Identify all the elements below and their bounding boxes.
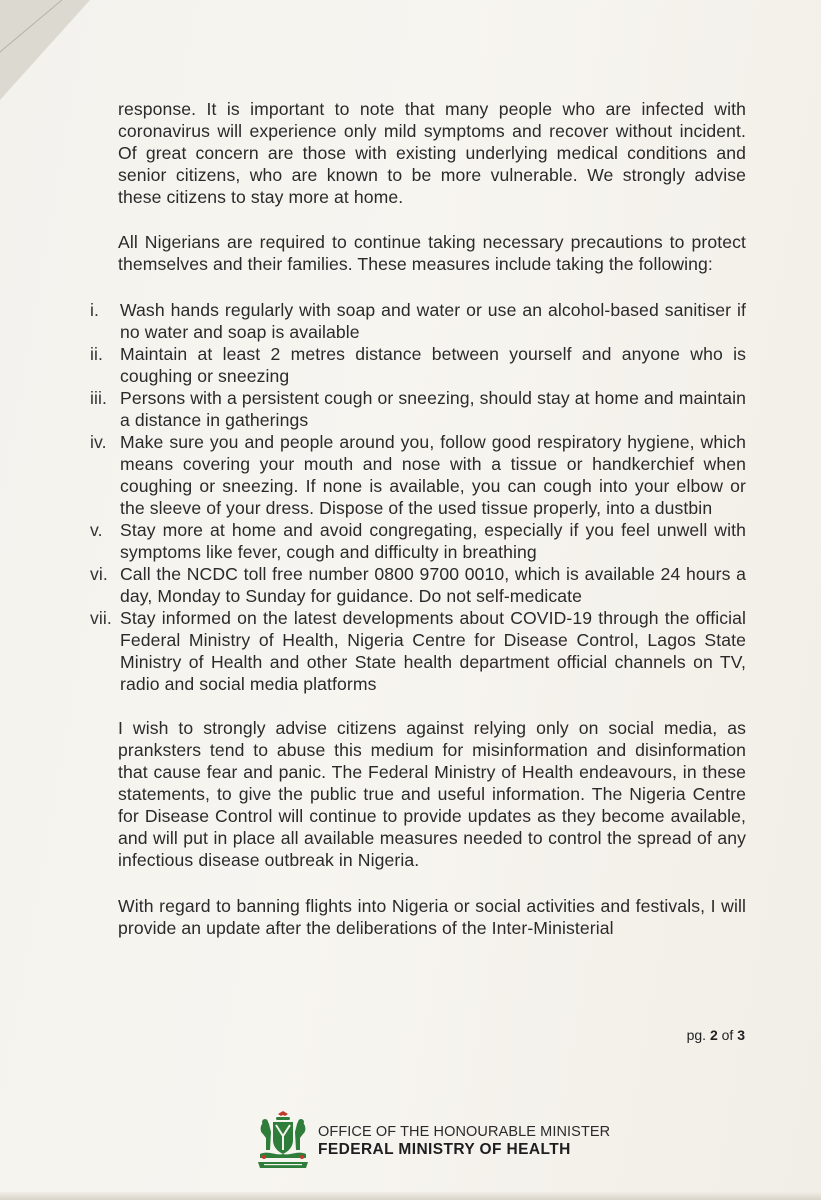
list-item [90, 343, 746, 387]
list-item-text: Wash hands regularly with soap and water or use an alcohol-based sanitiser if no water and soap is available [120, 300, 746, 342]
ministry-title: FEDERAL MINISTRY OF HEALTH [318, 1141, 571, 1158]
office-title: OFFICE OF THE HONOURABLE MINISTER [318, 1124, 611, 1140]
list-item-number: iii. [90, 388, 108, 408]
list-item-text: Maintain at least 2 metres distance between yourself and anyone who is coughing or sneezing [120, 344, 746, 386]
folded-corner [0, 0, 90, 100]
measures-list [90, 299, 746, 695]
list-item [90, 563, 746, 607]
footer-text [318, 1123, 610, 1159]
list-item [90, 387, 746, 431]
paragraph-flights: With regard to banning flights into Nigeria or social activities and festivals, I will provide an update after the deliberations of the Inter-Ministerial [118, 896, 746, 938]
list-item-text: Persons with a persistent cough or sneezing, should stay at home and maintain a distance in gatherings [120, 388, 746, 430]
list-item-number: v. [90, 520, 103, 540]
letterhead-footer [254, 1110, 610, 1172]
list-item-number: ii. [90, 344, 104, 364]
letter-body [90, 98, 746, 963]
paragraph-response: response. It is important to note that many people who are infected with coronavirus will experience only mild symptoms and recover without incident. Of great concern are those with existing underlying medical conditions and senior citizens, who are known to be more vulnerable. We strongly advise these citizens to stay more at home. [118, 99, 746, 207]
list-item-text: Make sure you and people around you, follow good respiratory hygiene, which means covering your mouth and nose with a tissue or handkerchief when coughing or sneezing. If none is available, you can cough into your elbow or the sleeve of your dress. Dispose of the used tissue properly, into a dustbin [120, 432, 746, 518]
list-item-number: vi. [90, 564, 108, 584]
list-item-text: Stay informed on the latest developments about COVID-19 through the official Federal Ministry of Health, Nigeria Centre for Disease Control, Lagos State Ministry of Health and other State health department official channels on TV, radio and social media platforms [120, 608, 746, 694]
list-item [90, 299, 746, 343]
list-item [90, 431, 746, 519]
list-item-number: iv. [90, 432, 107, 452]
list-item [90, 519, 746, 563]
page-bottom-edge [0, 1192, 821, 1200]
paragraph-social-media: I wish to strongly advise citizens against relying only on social media, as pranksters tend to abuse this medium for misinformation and disinformation that cause fear and panic. The Federal Ministry of Health endeavours, in these statements, to give the public true and useful information. The Nigeria Centre for Disease Control will continue to provide updates as they become available, and will put in place all available measures needed to control the spread of any infectious disease outbreak in Nigeria. [118, 718, 746, 870]
paragraph-precautions: All Nigerians are required to continue taking necessary precautions to protect themselves and their families. These measures include taking the following: [118, 232, 746, 274]
list-item-number: vii. [90, 608, 112, 628]
list-item-text: Call the NCDC toll free number 0800 9700 0010, which is available 24 hours a day, Monday to Sunday for guidance. Do not self-medicate [120, 564, 746, 606]
page-number [687, 1027, 745, 1043]
list-item-text: Stay more at home and avoid congregating, especially if you feel unwell with symptoms like fever, cough and difficulty in breathing [120, 520, 746, 562]
list-item [90, 607, 746, 695]
page-number-total: 3 [737, 1027, 745, 1043]
list-item-number: i. [90, 300, 99, 320]
page-number-separator: of [717, 1027, 738, 1043]
nigeria-coat-of-arms-icon [254, 1110, 312, 1172]
page-number-current: 2 [709, 1027, 718, 1043]
page-number-prefix: pg. [686, 1027, 710, 1043]
